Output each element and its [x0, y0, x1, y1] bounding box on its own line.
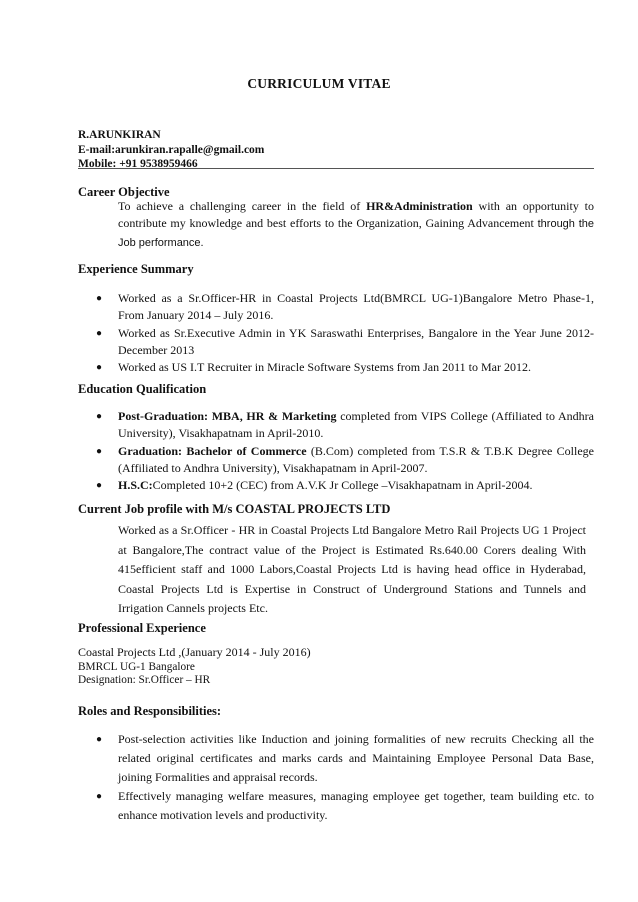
roles-list — [96, 730, 594, 825]
candidate-name: R.ARUNKIRAN — [78, 129, 161, 141]
bullet-icon: ● — [96, 411, 103, 422]
career-text-bold: HR&Administration — [366, 199, 473, 213]
location-line: BMRCL UG-1 Bangalore — [78, 661, 195, 673]
list-item: ● Worked as Sr.Executive Admin in YK Saraswathi Enterprises, Bangalore in the Year June 2012- December 2013 — [96, 325, 594, 357]
experience-summary-heading: Experience Summary — [78, 262, 194, 276]
career-text-tail: through the Job performance. — [118, 218, 595, 249]
professional-experience-heading: Professional Experience — [78, 621, 206, 635]
list-item: ● H.S.C:Completed 10+2 (CEC) from A.V.K Jr College –Visakhapatnam in April-2004. — [118, 477, 594, 494]
header-divider — [78, 168, 594, 169]
list-item: ● Graduation: Bachelor of Commerce (B.Com) completed from T.S.R & T.B.K Degree College (Affiliated to Andhra University), Visakhapatnam in April-2007. — [96, 443, 594, 475]
bullet-icon: ● — [96, 327, 103, 339]
mobile-line: Mobile: +91 9538959466 — [78, 158, 198, 170]
career-text-after: with an opportunity to contribute my knowledge and best efforts to the Organization, Gaining Advancement — [118, 199, 594, 231]
career-text-before: To achieve a challenging career in the field of — [118, 199, 367, 213]
bullet-icon: ● — [96, 791, 103, 802]
experience-summary-list — [96, 290, 594, 376]
list-item: ● Post-selection activities like Induction and joining formalities of new recruits Checking all the related original certificates and marks cards and Maintaining Employee Personal Data Base, joining Formalities and appraisal records. — [96, 732, 594, 784]
bullet-icon: ● — [96, 362, 103, 374]
company-line: Coastal Projects Ltd ,(January 2014 - July 2016) — [78, 645, 311, 659]
bullet-icon: ● — [96, 734, 103, 745]
bullet-icon: ● — [96, 293, 103, 304]
document-title: CURRICULUM VITAE — [247, 76, 391, 91]
list-item: ● Post-Graduation: MBA, HR & Marketing completed from VIPS College (Affiliated to Andhra University), Visakhapatnam in April-2010. — [96, 409, 594, 441]
career-objective-heading: Career Objective — [78, 185, 170, 199]
list-item: ● Worked as a Sr.Officer-HR in Coastal Projects Ltd(BMRCL UG-1)Bangalore Metro Phase-1, From January 2014 – July 2016. — [96, 291, 594, 323]
education-heading: Education Qualification — [78, 382, 207, 396]
current-job-text: Worked as a Sr.Officer - HR in Coastal Projects Ltd Bangalore Metro Rail Projects UG 1 Project at Bangalore,The contract value of the Project is Estimated Rs.640.00 Corers dealing With 415efficient staff and 1000 Labors,Coastal Projects Ltd is having head office in Hyderabad, Coastal Projects Ltd is Expertise in Construct of Underground Stations and Tunnels and Irrigation Cannels projects Etc. — [118, 523, 586, 615]
list-item: ● Worked as US I.T Recruiter in Miracle Software Systems from Jan 2011 to Mar 2012. — [118, 359, 594, 376]
email-line: E-mail:arunkiran.rapalle@gmail.com — [78, 143, 265, 156]
current-job-heading: Current Job profile with M/s COASTAL PROJECTS LTD — [78, 502, 391, 516]
bullet-icon: ● — [96, 445, 103, 457]
career-objective-text — [118, 198, 594, 252]
education-list — [96, 408, 594, 494]
bullet-icon: ● — [96, 480, 103, 492]
list-item: ● Effectively managing welfare measures, managing employee get together, team building etc. to enhance motivation levels and productivity. — [96, 789, 594, 822]
roles-heading: Roles and Responsibilities: — [78, 704, 222, 718]
designation-line: Designation: Sr.Officer – HR — [78, 674, 211, 686]
